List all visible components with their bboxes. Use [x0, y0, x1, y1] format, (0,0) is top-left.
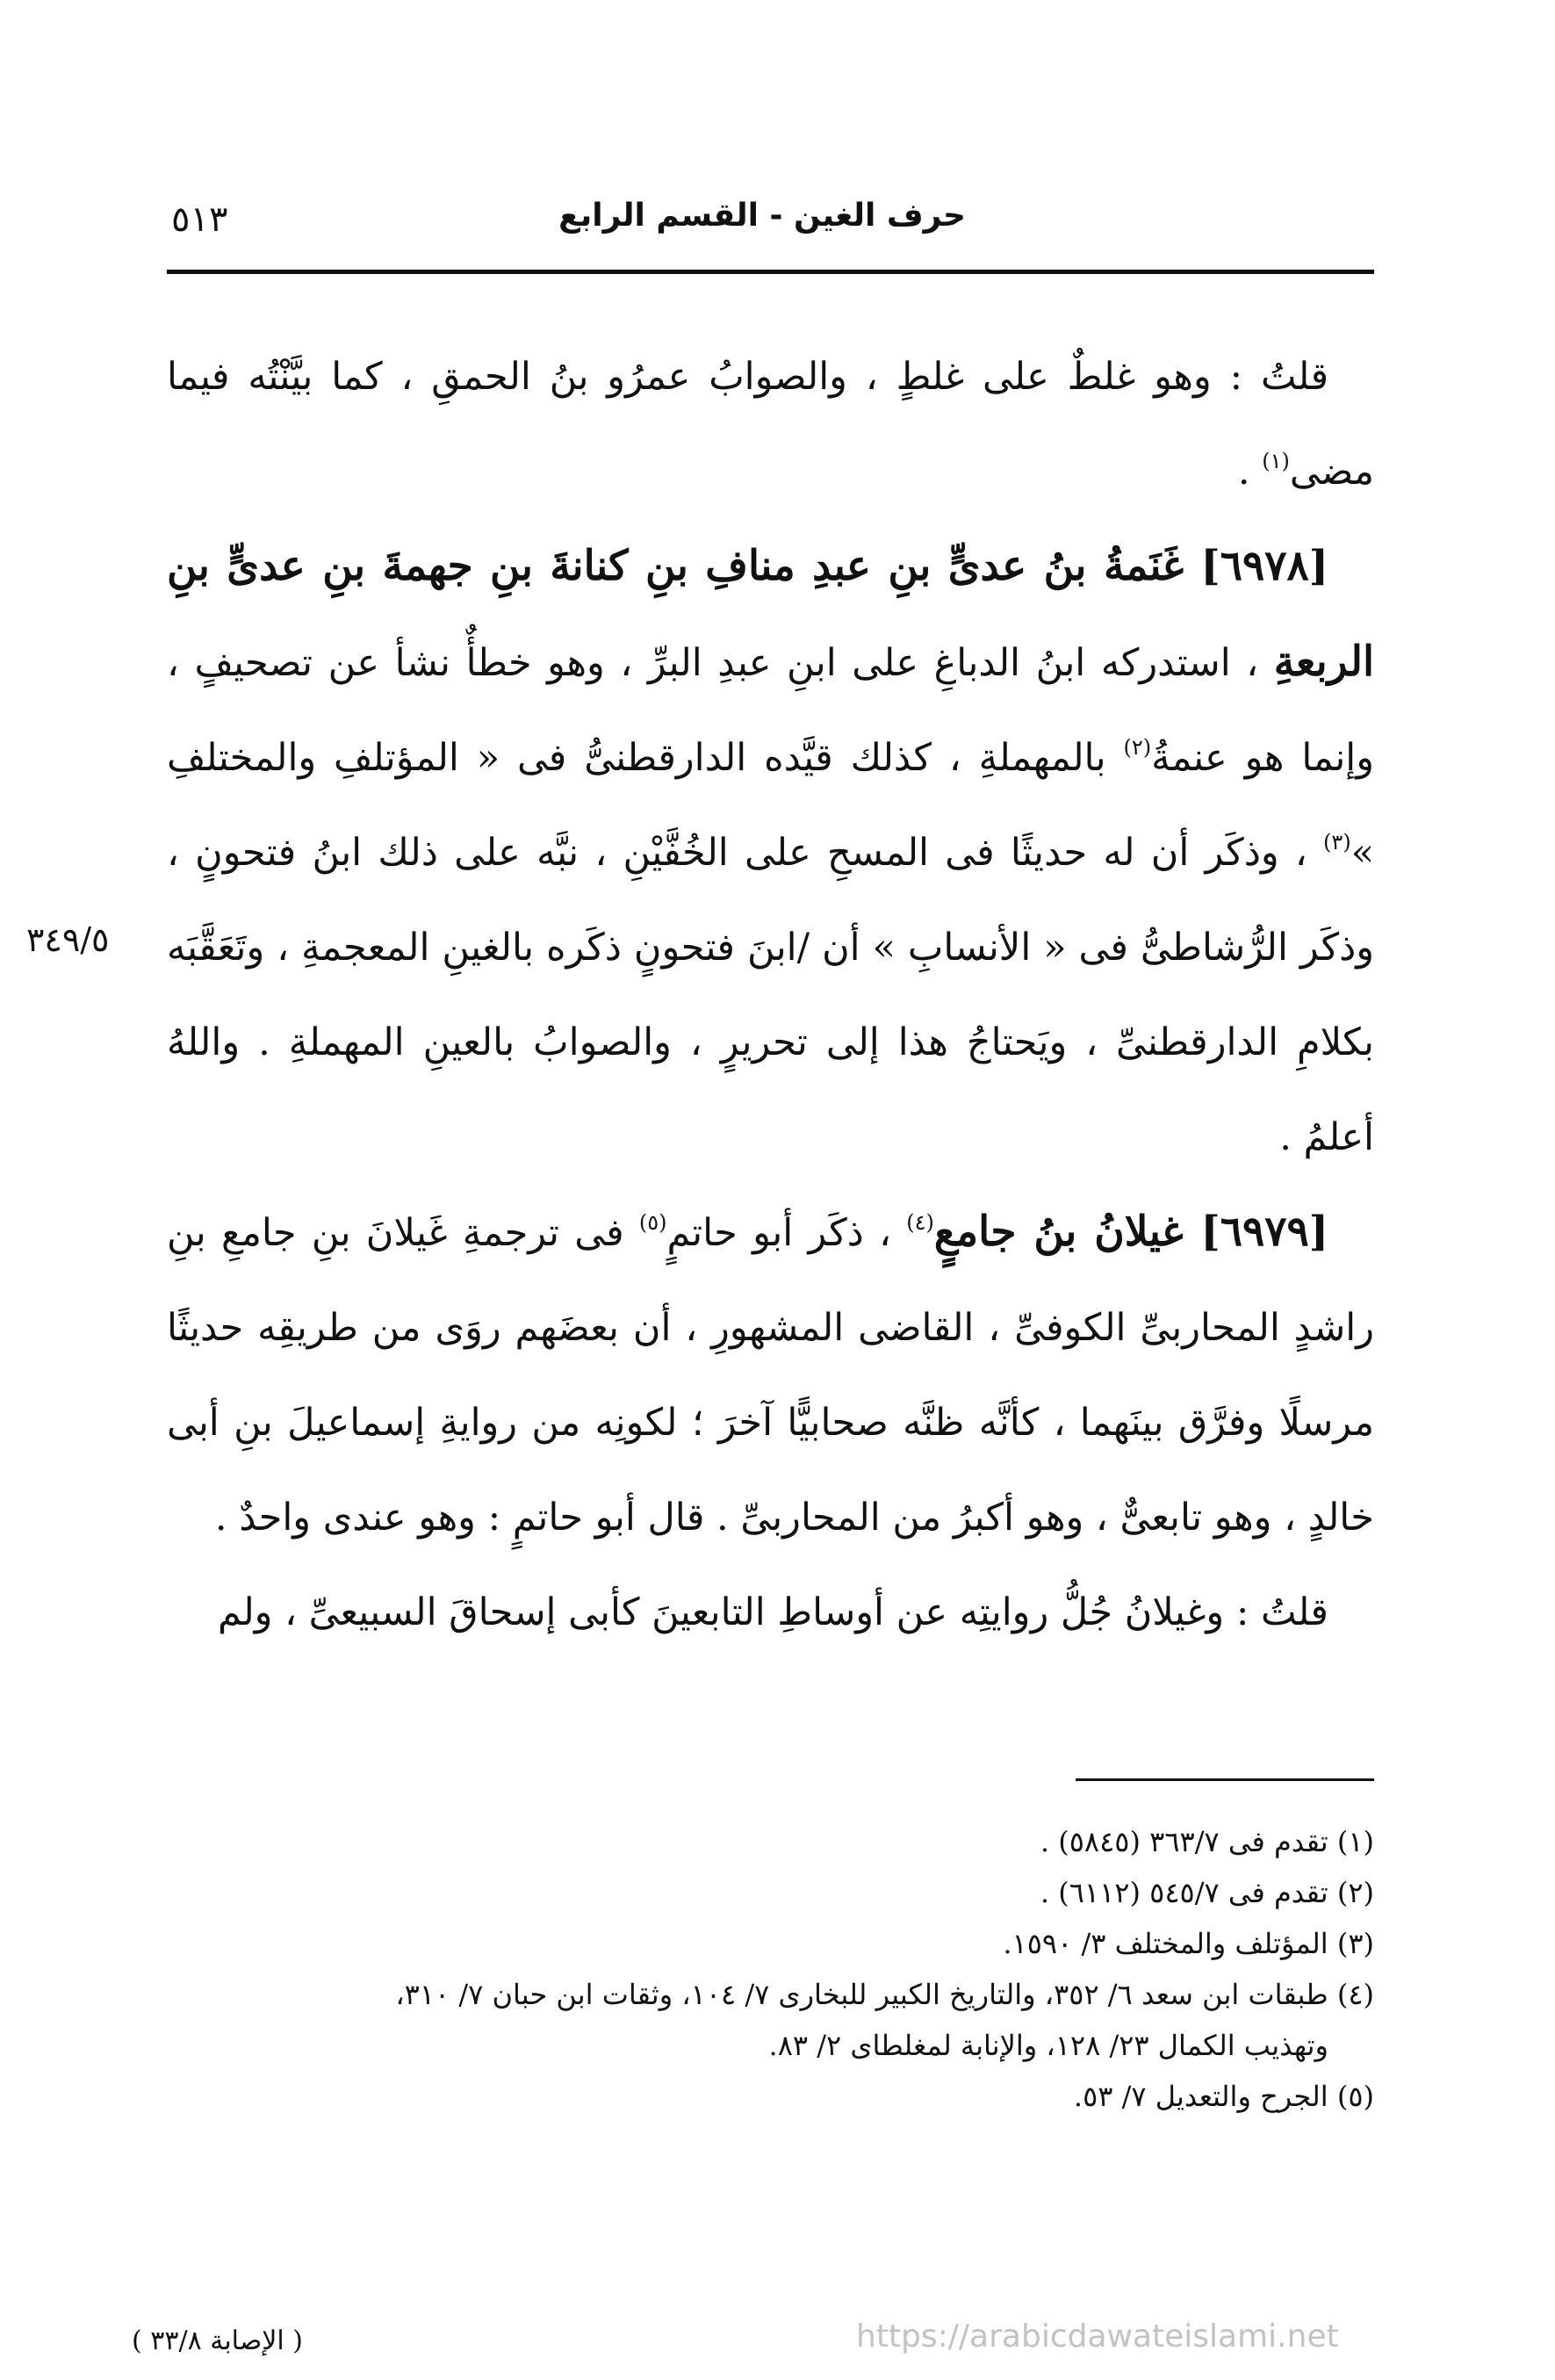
- footnote-3: (٣) المؤتلف والمختلف ٣/ ١٥٩٠.: [1003, 1927, 1374, 1960]
- main-text: [167, 329, 1374, 1660]
- footnote-4: (٤) طبقات ابن سعد ٦/ ٣٥٢، والتاريخ الكبير للبخارى ٧/ ١٠٤، وثقات ابن حبان ٧/ ٣١٠،: [395, 1978, 1374, 2011]
- paragraph-text: قلتُ : وغيلانُ جُلُّ روايتِه عن أوساطِ التابعينَ كأبى إسحاقَ السبيعىِّ ، ولم: [217, 1590, 1328, 1634]
- paragraph-text: قلتُ : وهو غلطٌ على غلطٍ ، والصوابُ عمرُو بنُ الحمقِ ، كما بيَّنْتُه فيما مضى: [167, 355, 1374, 494]
- footnote-4-continued: [167, 2020, 1374, 2071]
- watermark-url: https://arabicdawateislami.net: [856, 2319, 1339, 2355]
- entry-text: ، وذكَر أن له حديثًا فى المسحِ على الخُفَّيْنِ ، نبَّه على ذلك ابنُ فتحونٍ ، وذكَر الرُّشاطىُّ فى « الأنسابِ » أن /ابنَ فتحونٍ ذكَره بالغينِ المعجمةِ ، وتَعَقَّبَه بكلامِ الدارقطنىِّ ، ويَحتاجُ هذا إلى تحريرٍ ، والصوابُ بالعينِ المهملةِ . واللهُ أعلمُ .: [167, 831, 1374, 1159]
- paragraph-end: .: [1237, 450, 1263, 494]
- footnote-ref[interactable]: (١): [1262, 449, 1290, 473]
- footnote-ref[interactable]: (٣): [1323, 830, 1351, 855]
- header-divider: [167, 270, 1374, 274]
- entry-text: فى ترجمةِ غَيلانَ بنِ جامعِ بنِ راشدٍ المحاربىِّ الكوفىِّ ، القاضى المشهورِ ، أن بعضَهم روَى من طريقِه حديثًا مرسلًا وفرَّق بينَهما ، كأنَّه ظنَّه صحابيًّا آخرَ ؛ لكونِه من روايةِ إسماعيلَ بنِ أبى خالدٍ ، وهو تابعىٌّ ، وهو أكبرُ من المحاربىِّ . قال أبو حاتمٍ : وهو عندى واحدٌ .: [167, 1211, 1374, 1540]
- entry-text: ، ذكَر أبو حاتمٍ: [666, 1211, 907, 1255]
- page-number: ٥١٣: [171, 199, 228, 240]
- source-reference: ( الإصابة ٣٣/٨ ): [132, 2326, 303, 2356]
- footnote-divider: [1076, 1778, 1374, 1781]
- footnote-5: (٥) الجرح والتعديل ٧/ ٥٣.: [1073, 2080, 1374, 2113]
- footnote-ref[interactable]: (٥): [638, 1210, 667, 1235]
- page-header: [167, 198, 1374, 259]
- footnote-continuation: وتهذيب الكمال ٢٣/ ١٢٨، والإنابة لمغلطاى ٢/ ٨٣.: [768, 2029, 1328, 2062]
- running-title: حرف الغين - القسم الرابع: [558, 198, 966, 234]
- footnote-1: (١) تقدم فى ٣٦٣/٧ (٥٨٤٥) .: [1040, 1825, 1374, 1858]
- entry-text: ، استدركه ابنُ الدباغِ على ابنِ عبدِ البرِّ ، وهو خطأٌ نشأ عن تصحيفٍ ، وإنما هو عنمةُ: [167, 641, 1374, 780]
- paragraph-note: [167, 329, 1374, 519]
- paragraph-last: [167, 1565, 1374, 1660]
- footnotes: [167, 1816, 1374, 2122]
- entry-heading: [٦٩٧٨] غَنَمةُ بنُ عدىٍّ بنِ عبدِ منافِ بنِ كنانةَ بنِ جهمةَ بنِ عدىٍّ بنِ الربعةِ: [167, 542, 1374, 686]
- footnote-ref[interactable]: (٢): [1123, 735, 1152, 760]
- entry-heading: [٦٩٧٩] غيلانُ بنُ جامعٍ: [933, 1208, 1328, 1256]
- margin-reference: ٣٤٩/٥: [26, 920, 110, 959]
- entry-6979: [167, 1185, 1374, 1565]
- entry-text: بالمهملةِ ، كذلك قيَّده الدارقطنىُّ فى « المؤتلفِ والمختلفِ »: [167, 736, 1374, 875]
- footnote-2: (٢) تقدم فى ٥٤٥/٧ (٦١١٢) .: [1040, 1876, 1374, 1909]
- footnote-ref[interactable]: (٤): [906, 1210, 934, 1235]
- entry-6978: [167, 519, 1374, 1185]
